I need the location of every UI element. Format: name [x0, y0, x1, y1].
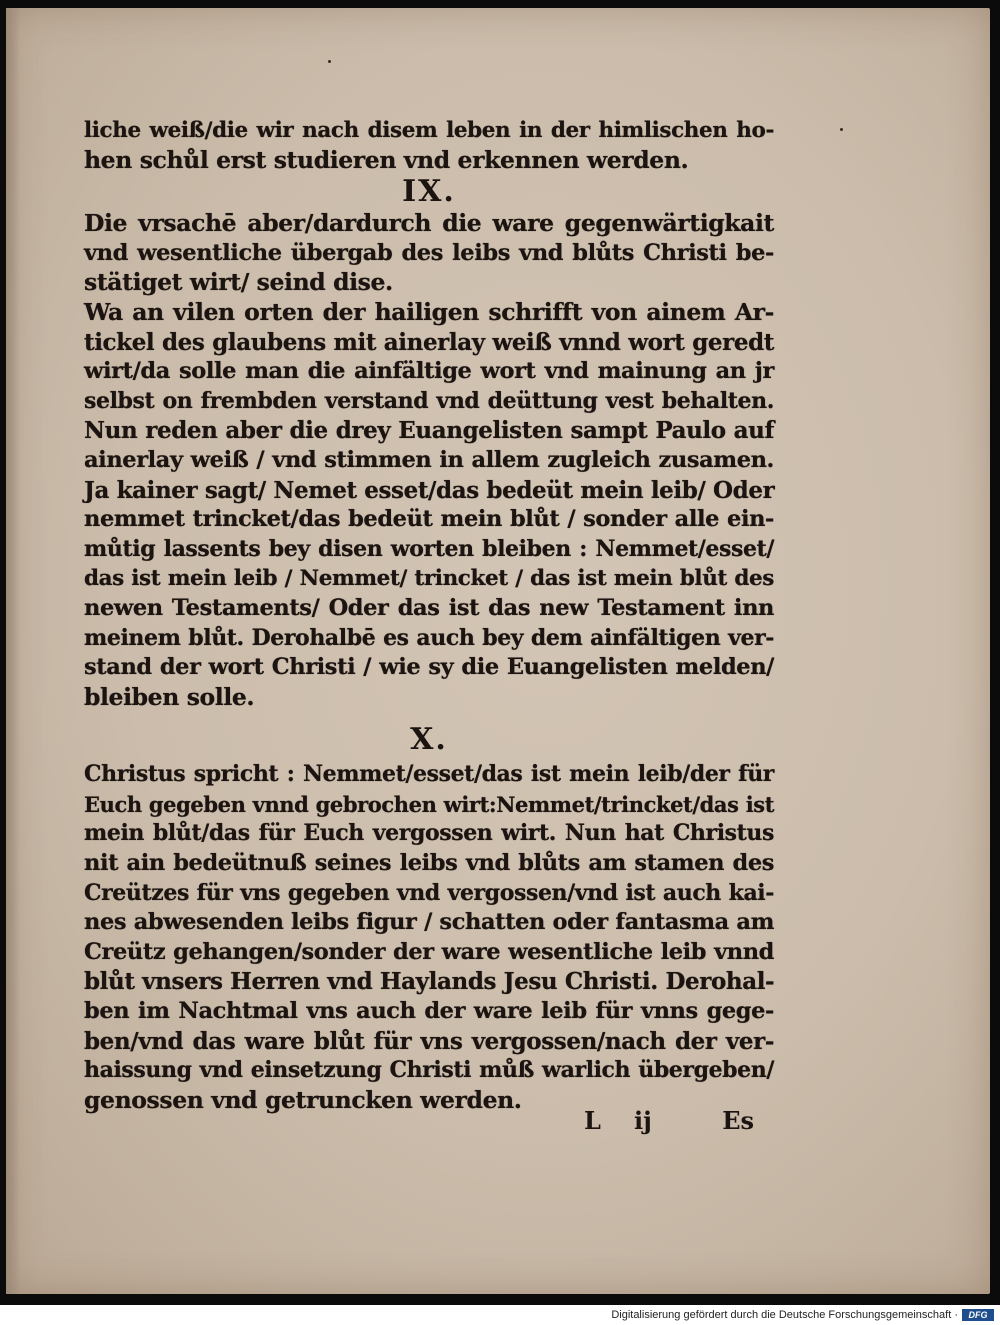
- text-line: ainerlay weiß / vnd stimmen in allem zugleich zusamen.: [84, 446, 774, 473]
- leaf-number: ij: [634, 1106, 652, 1135]
- text-line: Nun reden aber die drey Euangelisten sampt Paulo auf: [84, 417, 774, 445]
- text-line: blůt vnsers Herren vnd Haylands Jesu Christi. Derohal-: [84, 968, 775, 996]
- text-line: stätiget wirt/ seind dise.: [84, 268, 393, 297]
- section-heading-ix: IX.: [402, 174, 456, 210]
- text-line: ben im Nachtmal vns auch der ware leib für vnns gege-: [84, 998, 774, 1025]
- text-line: ben/vnd das ware blůt für vns vergossen/nach der ver-: [84, 1027, 774, 1055]
- text-line: Christus spricht : Nemmet/esset/das ist mein leib/der für: [84, 761, 774, 788]
- text-line: hen schůl erst studieren vnd erkennen werden.: [84, 145, 689, 174]
- text-line: mein blůt/das für Euch vergossen wirt. Nun hat Christus: [84, 820, 774, 847]
- text-line: Die vrsachē aber/dardurch die ware gegenwärtigkait: [84, 209, 774, 238]
- text-line: Creützes für vns gegeben vnd vergossen/vnd ist auch kai-: [84, 879, 774, 906]
- dfg-logo-icon: DFG: [962, 1309, 994, 1321]
- text-line: wirt/da solle man die ainfältige wort vnd mainung an jr: [84, 358, 774, 385]
- main-text-block: [84, 116, 774, 1115]
- text-line: vnd wesentliche übergab des leibs vnd blůts Christi be-: [84, 239, 774, 266]
- page-spine-shadow: [6, 8, 20, 1294]
- text-line: Euch gegeben vnnd gebrochen wirt:Nemmet/trincket/das ist: [84, 791, 774, 817]
- catchword: Es: [722, 1106, 754, 1135]
- text-line: Ja kainer sagt/ Nemet esset/das bedeüt mein leib/ Oder: [84, 476, 775, 504]
- section-ix-text: [84, 209, 774, 712]
- section-x-text: [84, 760, 774, 1115]
- opening-lines: [84, 116, 774, 175]
- text-line: nemmet trincket/das bedeüt mein blůt / sonder alle ein-: [84, 506, 774, 533]
- digitization-footer: [0, 1305, 1000, 1325]
- section-heading-x: X.: [410, 722, 448, 758]
- text-line: selbst on frembden verstand vnd deüttung vest behalten.: [84, 387, 774, 414]
- text-line: nit ain bedeütnuß seines leibs vnd blůts am stamen des: [84, 850, 774, 877]
- page-foot-line: [84, 1106, 774, 1140]
- text-line: Creütz gehangen/sonder der ware wesentliche leib vnnd: [84, 938, 774, 965]
- text-line: haissung vnd einsetzung Christi můß warlich übergeben/: [84, 1057, 774, 1084]
- text-line: genossen vnd getruncken werden.: [84, 1085, 522, 1114]
- text-line: můtig lassents bey disen worten bleiben : Nemmet/esset/: [84, 535, 774, 562]
- text-line: nes abwesenden leibs figur / schatten oder fantasma am: [84, 909, 774, 936]
- text-line: tickel des glaubens mit ainerlay weiß vnnd wort geredt: [84, 328, 774, 356]
- text-line: newen Testaments/ Oder das ist das new Testament inn: [84, 594, 774, 621]
- text-line: meinem blůt. Derohalbē es auch bey dem ainfältigen ver-: [84, 624, 774, 651]
- text-line: das ist mein leib / Nemmet/ trincket / das ist mein blůt des: [84, 566, 774, 592]
- book-page: [6, 8, 990, 1294]
- text-line: bleiben solle.: [84, 682, 255, 711]
- funding-credit: Digitalisierung gefördert durch die Deutsche Forschungsgemeinschaft ·: [611, 1309, 958, 1321]
- text-line: Wa an vilen orten der hailigen schrifft von ainem Ar-: [84, 297, 774, 326]
- signature-mark: L: [584, 1106, 601, 1135]
- text-line: stand der wort Christi / wie sy die Euangelisten melden/: [84, 654, 774, 681]
- text-line: liche weiß/die wir nach disem leben in der himlischen ho-: [84, 118, 774, 143]
- paper-speck: [840, 128, 843, 131]
- paper-speck: [328, 60, 331, 63]
